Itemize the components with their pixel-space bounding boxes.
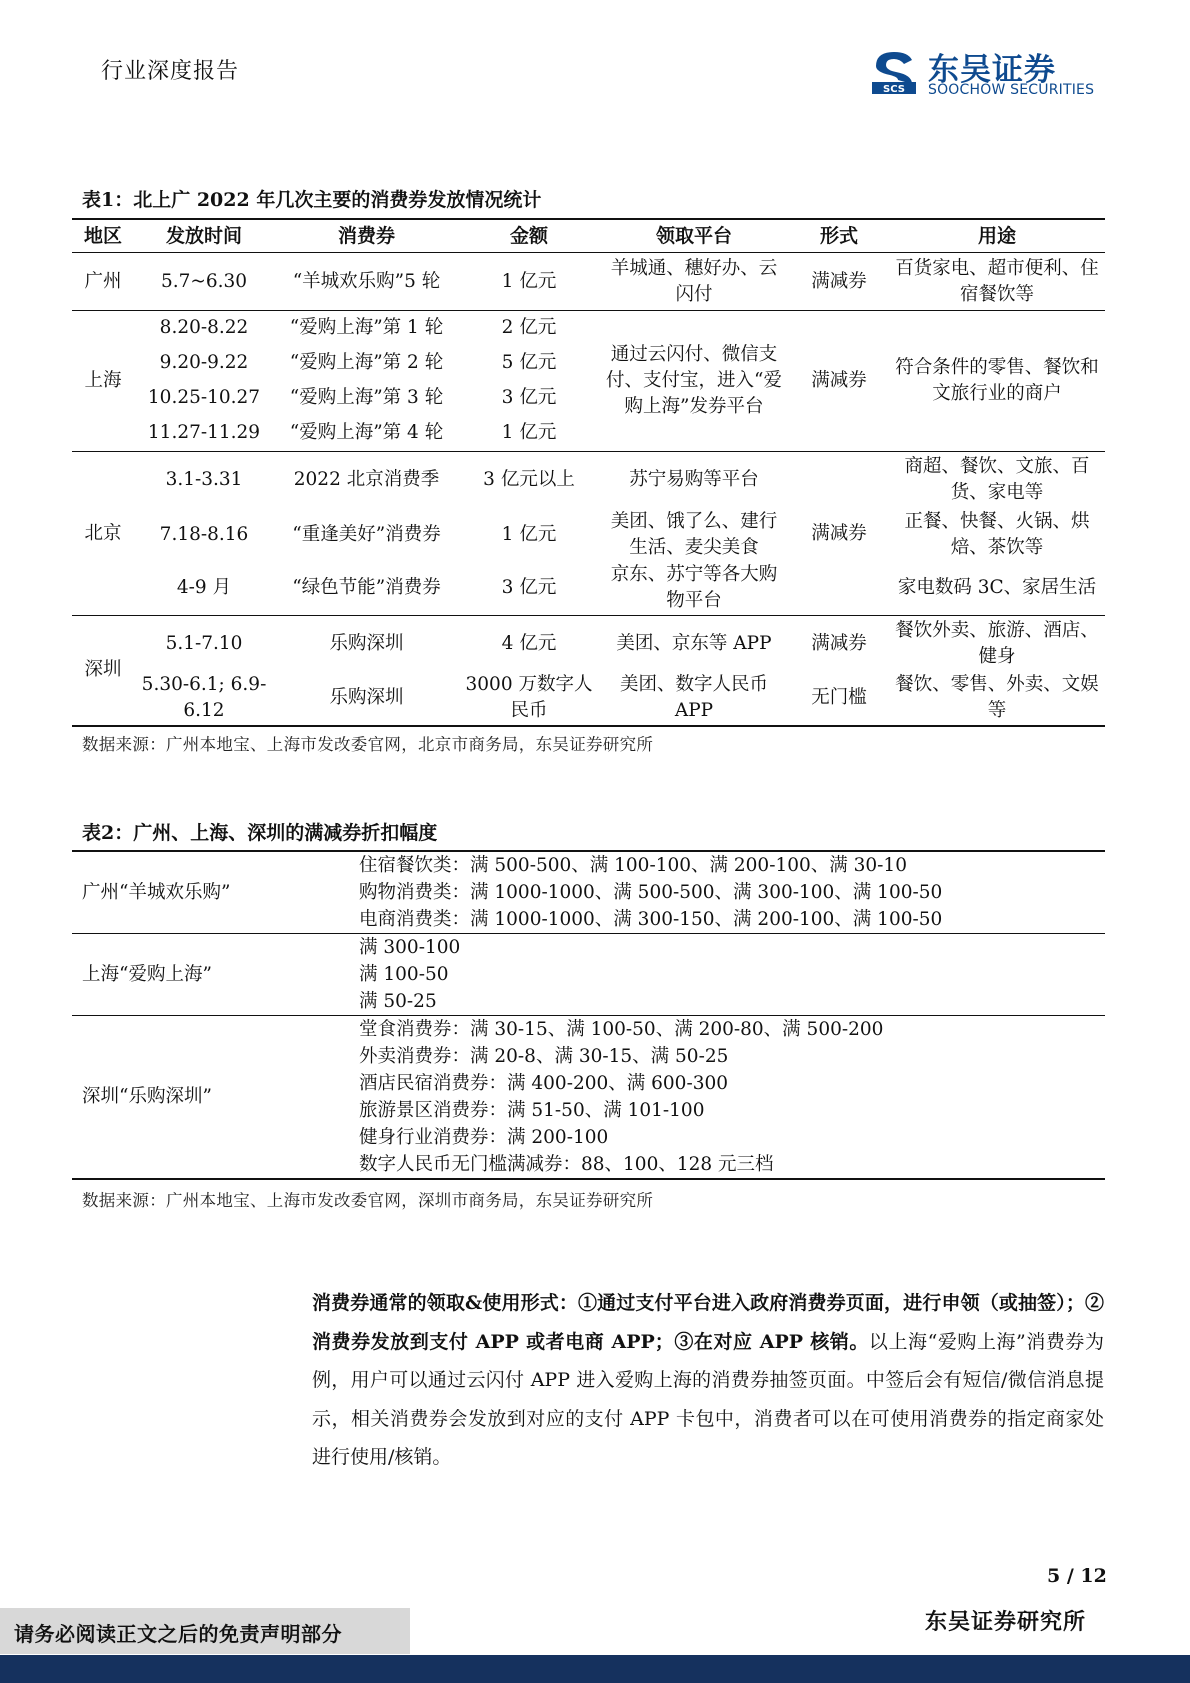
time-cell: 7.18-8.16: [159, 523, 249, 545]
form-cell: 满减券: [789, 452, 889, 616]
coupon-cell: “爱购上海”第 3 轮: [289, 387, 444, 408]
usage-cell: 餐饮、零售、外卖、文娱等: [889, 672, 1105, 726]
detail-line: 满 50-25: [359, 991, 437, 1012]
coupon-cell: “爱购上海”第 1 轮: [289, 317, 444, 339]
table-row: [72, 672, 1105, 726]
column-header: 发放时间: [134, 219, 274, 253]
platform-cell: 美团、京东等 APP: [616, 632, 772, 654]
usage-cell: 正餐、快餐、火锅、烘焙、茶饮等: [904, 510, 1090, 558]
amount-cell: 1 亿元: [459, 416, 599, 452]
detail-line: 外卖消费券：满 20-8、满 30-15、满 50-25: [359, 1046, 729, 1067]
amount-cell: 3 亿元: [501, 387, 557, 408]
detail-line: 数字人民币无门槛满减券：88、100、128 元三档: [359, 1154, 774, 1175]
column-header: 领取平台: [599, 219, 789, 253]
detail-cell: [353, 851, 1105, 934]
form-cell: 满减券: [789, 311, 889, 452]
report-type-title: 行业深度报告: [101, 59, 240, 84]
table-row: [72, 1016, 1105, 1180]
amount-cell: 1 亿元: [459, 253, 599, 311]
table1-caption: 表1：北上广 2022 年几次主要的消费券发放情况统计: [82, 189, 542, 211]
table-header-row: [72, 219, 1105, 253]
logo-mark-text: SCS: [883, 84, 905, 95]
amount-cell: 4 亿元: [501, 632, 557, 654]
coupon-cell: “绿色节能”消费券: [274, 562, 459, 616]
body-paragraph: [312, 1284, 1104, 1477]
company-logo: [868, 44, 1103, 100]
detail-cell: [353, 1016, 1105, 1180]
amount-cell: 3 亿元: [459, 562, 599, 616]
time-cell: 8.20-8.22: [159, 317, 249, 339]
coupon-cell: 乐购深圳: [274, 672, 459, 726]
scs-logo-icon: [868, 46, 920, 98]
detail-line: 酒店民宿消费券：满 400-200、满 600-300: [359, 1073, 729, 1094]
time-cell: 11.27-11.29: [134, 416, 274, 452]
column-header: 地区: [72, 219, 134, 253]
coupon-cell: 乐购深圳: [329, 632, 404, 654]
footer-firm-name: 东吴证券研究所: [925, 1609, 1087, 1635]
table1-source: 数据来源：广州本地宝、上海市发改委官网，北京市商务局，东吴证券研究所: [82, 735, 654, 754]
amount-cell: 3 亿元以上: [483, 468, 575, 490]
table-row: [72, 253, 1105, 311]
form-cell: 满减券: [789, 253, 889, 311]
form-cell: 满减券: [811, 632, 867, 654]
time-cell: 3.1-3.31: [165, 468, 243, 490]
table-row: [72, 311, 1105, 346]
platform-cell: 京东、苏宁等各大购物平台: [599, 562, 789, 616]
table-row: [72, 616, 1105, 672]
region-cell: 上海“爱购上海”: [72, 934, 353, 1016]
table2-caption: 表2：广州、上海、深圳的满减券折扣幅度: [82, 822, 438, 844]
detail-line: 电商消费类：满 1000-1000、满 300-150、满 200-100、满 100-50: [359, 909, 943, 930]
time-cell: 9.20-9.22: [159, 352, 249, 373]
platform-cell: 羊城通、穗好办、云闪付: [599, 253, 789, 311]
amount-cell: 2 亿元: [501, 317, 557, 339]
coupon-issuance-table: [72, 218, 1105, 727]
column-header: 消费券: [274, 219, 459, 253]
table-row: [72, 851, 1105, 934]
discount-range-table: [72, 850, 1105, 1180]
detail-line: 满 300-100: [359, 937, 461, 958]
coupon-cell: “爱购上海”第 4 轮: [274, 416, 459, 452]
usage-cell: 商超、餐饮、文旅、百货、家电等: [904, 455, 1090, 503]
footer-bar: [0, 1655, 1190, 1683]
coupon-cell: 2022 北京消费季: [293, 468, 440, 490]
amount-cell: 3000 万数字人民币: [459, 672, 599, 726]
disclaimer-text: 请务必阅读正文之后的免责声明部分: [14, 1622, 342, 1646]
paragraph-text: 以上海“爱购上海”消费券为例，用户可以通过云闪付 APP 进入爱购上海的消费券抽签页面。中签后会有短信/微信消息提示，相关消费券会发放到对应的支付 APP 卡包中，消费者可以在可使用消费券的指定商家处进行使用/核销。: [312, 1330, 1104, 1468]
detail-line: 健身行业消费券：满 200-100: [359, 1127, 609, 1148]
coupon-cell: “羊城欢乐购”5 轮: [274, 253, 459, 311]
platform-cell: 美团、数字人民币 APP: [599, 672, 789, 726]
platform-cell: 美团、饿了么、建行生活、麦尖美食: [610, 510, 778, 558]
detail-line: 堂食消费券：满 30-15、满 100-50、满 200-80、满 500-200: [359, 1019, 884, 1040]
usage-cell: 符合条件的零售、餐饮和文旅行业的商户: [889, 311, 1105, 452]
region-cell: 广州: [72, 253, 134, 311]
time-cell: 5.1-7.10: [165, 632, 243, 654]
time-cell: 10.25-10.27: [147, 387, 261, 408]
column-header: 用途: [889, 219, 1105, 253]
table-row: [72, 508, 1105, 562]
region-cell: 广州“羊城欢乐购”: [72, 851, 353, 934]
column-header: 金额: [459, 219, 599, 253]
logo-chinese-name: 东吴证券: [928, 52, 1056, 88]
logo-english-name: SOOCHOW SECURITIES: [928, 82, 1095, 98]
disclaimer-banner: [0, 1608, 410, 1654]
detail-cell: [353, 934, 1105, 1016]
amount-cell: 1 亿元: [501, 523, 557, 545]
detail-line: 住宿餐饮类：满 500-500、满 100-100、满 200-100、满 30-10: [359, 855, 907, 876]
table-row: [72, 934, 1105, 1016]
column-header: 形式: [789, 219, 889, 253]
form-cell: 无门槛: [789, 672, 889, 726]
usage-cell: 百货家电、超市便利、住宿餐饮等: [889, 253, 1105, 311]
paragraph-bold-text: 消费券通常的领取&使用形式：①通过支付平台进入政府消费券页面，进行申领（或抽签）；②消费券发放到支付 APP 或者电商 APP；③在对应 APP 核销。: [312, 1292, 1104, 1353]
detail-line: 满 100-50: [359, 964, 449, 985]
platform-cell: 通过云闪付、微信支付、支付宝，进入“爱购上海”发券平台: [599, 311, 789, 452]
amount-cell: 5 亿元: [501, 352, 557, 373]
time-cell: 4-9 月: [134, 562, 274, 616]
coupon-cell: “爱购上海”第 2 轮: [289, 352, 444, 373]
detail-line: 购物消费类：满 1000-1000、满 500-500、满 300-100、满 100-50: [359, 882, 943, 903]
page-number: 5 / 12: [1047, 1565, 1107, 1587]
detail-line: 旅游景区消费券：满 51-50、满 101-100: [359, 1100, 705, 1121]
table2-source: 数据来源：广州本地宝、上海市发改委官网，深圳市商务局，东吴证券研究所: [82, 1191, 654, 1210]
region-cell: 上海: [72, 311, 134, 452]
usage-cell: 餐饮外卖、旅游、酒店、健身: [895, 619, 1099, 667]
usage-cell: 家电数码 3C、家居生活: [889, 562, 1105, 616]
table-row: [72, 452, 1105, 508]
time-cell: 5.7~6.30: [134, 253, 274, 311]
table-row: [72, 562, 1105, 616]
region-cell: 北京: [72, 452, 134, 616]
time-cell: 5.30-6.1; 6.9-6.12: [134, 672, 274, 726]
platform-cell: 苏宁易购等平台: [629, 468, 759, 490]
coupon-cell: “重逢美好”消费券: [292, 523, 441, 545]
region-cell: 深圳“乐购深圳”: [72, 1016, 353, 1180]
region-cell: 深圳: [72, 616, 134, 726]
